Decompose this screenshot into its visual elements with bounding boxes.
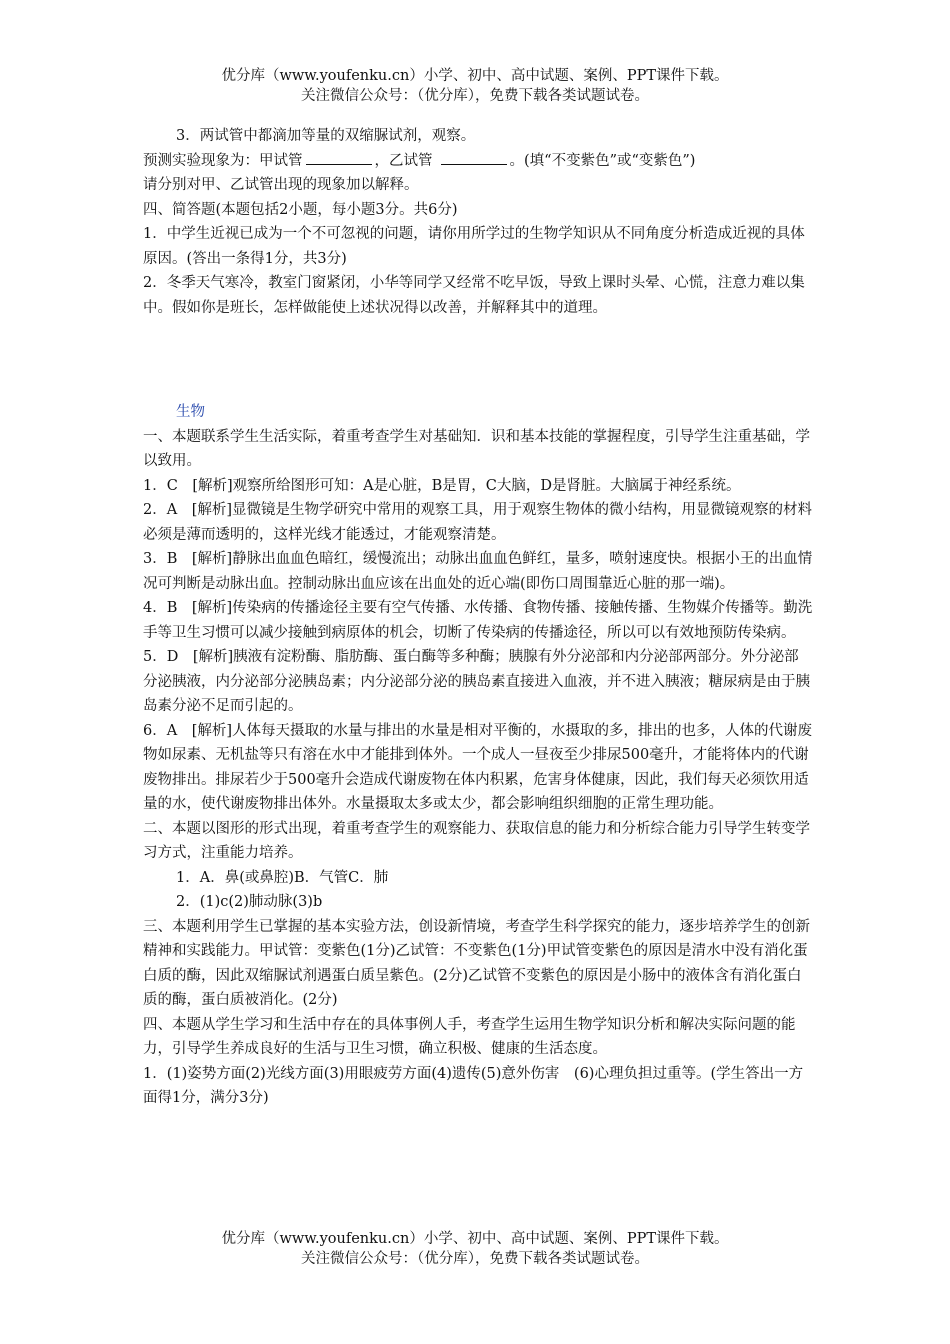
answer-section-2-intro: 二、本题以图形的形式出现，着重考查学生的观察能力、获取信息的能力和分析综合能力引导学生转变学习方式，注重能力培养。	[143, 820, 810, 861]
short-question-1: 1．中学生近视已成为一个不可忽视的问题，请你用所学过的生物学知识从不同角度分析造成近视的具体原因。(答出一条得1分，共3分)	[143, 226, 805, 267]
answer-3: 3．B [解析]静脉出血血色暗红，缓慢流出；动脉出血血色鲜红，量多，喷射速度快。根据小王的出血情况可判断是动脉出血。控制动脉出血应该在出血处的近心端(即伤口周围靠近心脏的那一端)。	[143, 551, 813, 592]
answers-section	[143, 400, 813, 1111]
explain-prompt: 请分别对甲、乙试管出现的现象加以解释。	[143, 177, 419, 193]
answer-6: 6．A [解析]人体每天摄取的水量与排出的水量是相对平衡的，水摄取的多，排出的也多，人体的代谢废物如尿素、无机盐等只有溶在水中才能排到体外。一个成人一昼夜至少排尿500毫升，才能将体内的代谢废物排出。排尿若少于500毫升会造成代谢废物在体内积累，危害身体健康，因此，我们每天必须饮用适量的水，使代谢废物排出体外。水量摄取太多或太少，都会影响组织细胞的正常生理功能。	[143, 722, 813, 812]
answer-section-2-item-1: 1．A．鼻(或鼻腔)B．气管C．肺	[176, 869, 389, 886]
blank-tube-b[interactable]	[441, 149, 507, 165]
answer-1: 1．C [解析]观察所给图形可知：A是心脏，B是胃，C大脑，D是肾脏。大脑属于神经系统。	[143, 477, 741, 494]
answer-section-4-intro: 四、本题从学生学习和生活中存在的具体事例人手，考查学生运用生物学知识分析和解决实际问题的能力，引导学生养成良好的生活与卫生习惯，确立积极、健康的生活态度。	[143, 1016, 796, 1057]
page-header	[0, 66, 950, 106]
section-4-heading: 四、简答题(本题包括2小题，每小题3分。共6分)	[143, 201, 458, 218]
answer-section-4-item-1: 1．(1)姿势方面(2)光线方面(3)用眼疲劳方面(4)遗传(5)意外伤害 (6)心理负担过重等。(学生答出一方面得1分，满分3分)	[143, 1065, 804, 1106]
header-line-2: 关注微信公众号：（优分库），免费下载各类试题试卷。	[301, 88, 649, 104]
header-line-1: 优分库（www.youfenku.cn）小学、初中、高中试题、案例、PPT课件下载。	[221, 68, 729, 84]
answer-section-2-item-2: 2．(1)c(2)肺动脉(3)b	[176, 894, 323, 910]
answer-section-1-intro: 一、本题联系学生生活实际，着重考查学生对基础知．识和基本技能的掌握程度，引导学生注重基础，学以致用。	[143, 428, 810, 469]
answers-title: 生物	[176, 404, 205, 420]
blank-tube-a[interactable]	[306, 149, 372, 165]
prediction-text-c: 。(填“不变紫色”或“变紫色”)	[509, 152, 696, 169]
footer-line-1: 优分库（www.youfenku.cn）小学、初中、高中试题、案例、PPT课件下载。	[221, 1231, 729, 1247]
page-footer	[0, 1229, 950, 1269]
answer-section-3: 三、本题利用学生已掌握的基本实验方法，创设新情境，考查学生科学探究的能力，逐步培养学生的创新精神和实践能力。甲试管：变紫色(1分)乙试管：不变紫色(1分)甲试管变紫色的原因是清水中没有消化蛋白质的酶，因此双缩脲试剂遇蛋白质呈紫色。(2分)乙试管不变紫色的原因是小肠中的液体含有消化蛋白质的酶，蛋白质被消化。(2分)	[143, 918, 810, 1008]
short-question-2: 2．冬季天气寒冷，教室门窗紧闭，小华等同学又经常不吃早饭，导致上课时头晕、心慌，注意力难以集中。假如你是班长，怎样做能使上述状况得以改善，并解释其中的道理。	[143, 275, 805, 316]
questions-section	[143, 124, 813, 320]
prediction-line	[143, 149, 813, 174]
footer-line-2: 关注微信公众号：（优分库），免费下载各类试题试卷。	[301, 1251, 649, 1267]
answer-4: 4．B [解析]传染病的传播途径主要有空气传播、水传播、食物传播、接触传播、生物媒介传播等。勤洗手等卫生习惯可以减少接触到病原体的机会，切断了传染病的传播途径，所以可以有效地预防传染病。	[143, 600, 813, 641]
answer-2: 2．A [解析]显微镜是生物学研究中常用的观察工具，用于观察生物体的微小结构，用显微镜观察的材料必须是薄而透明的，这样光线才能透过，才能观察清楚。	[143, 502, 813, 543]
answer-5: 5．D [解析]胰液有淀粉酶、脂肪酶、蛋白酶等多种酶；胰腺有外分泌部和内分泌部两部分。外分泌部分泌胰液，内分泌部分泌胰岛素；内分泌部分泌的胰岛素直接进入血液，并不进入胰液；糖尿病是由于胰岛素分泌不足而引起的。	[143, 649, 810, 714]
question-item-3: 3．两试管中都滴加等量的双缩脲试剂，观察。	[176, 128, 476, 144]
prediction-text-a: 预测实验现象为：甲试管	[143, 152, 303, 169]
prediction-text-b: ，乙试管	[374, 152, 433, 169]
